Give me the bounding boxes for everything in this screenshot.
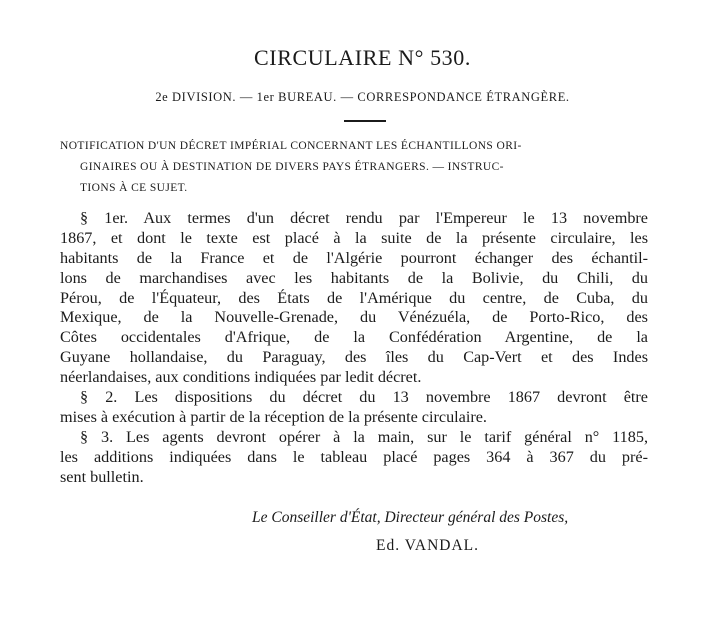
paragraph-2-line: mises à exécution à partir de la réception de la présente circulaire. bbox=[60, 407, 487, 426]
title-rule bbox=[344, 120, 386, 122]
notification-heading bbox=[60, 136, 660, 199]
paragraph-1-line: Côtes occidentales d'Afrique, de la Confédération Argentine, de la bbox=[60, 328, 648, 347]
paragraph-1-line: néerlandaises, aux conditions indiquées par ledit décret. bbox=[60, 368, 422, 387]
division-subtitle: 2e DIVISION. — 1er BUREAU. — CORRESPONDANCE ÉTRANGÈRE. bbox=[155, 90, 570, 104]
paragraph-3-line: les additions indiquées dans le tableau placé pages 364 à 367 du pré- bbox=[60, 447, 648, 466]
paragraph-1-line: Guyane hollandaise, du Paraguay, des îles du Cap-Vert et des Indes bbox=[60, 348, 648, 367]
signature-name: Ed. VANDAL. bbox=[376, 537, 480, 554]
paragraph-1-line: Mexique, de la Nouvelle-Grenade, du Vénézuéla, de Porto-Rico, des bbox=[60, 308, 648, 327]
paragraph-1-line: Pérou, de l'Équateur, des États de l'Amérique du centre, de Cuba, du bbox=[60, 288, 648, 307]
signature-block bbox=[0, 508, 725, 556]
paragraph-1-line: 1867, et dont le texte est placé à la suite de la présente circulaire, les bbox=[60, 228, 648, 247]
notice-line: GINAIRES OU À DESTINATION DE DIVERS PAYS ÉTRANGERS. — INSTRUC- bbox=[80, 161, 504, 173]
paragraph-3-line: § 3. Les agents devront opérer à la main, sur le tarif général n° 1185, bbox=[80, 427, 648, 446]
notice-line: NOTIFICATION D'UN DÉCRET IMPÉRIAL CONCERNANT LES ÉCHANTILLONS ORI- bbox=[60, 140, 522, 152]
signature-role: Le Conseiller d'État, Directeur général des Postes, bbox=[252, 509, 569, 526]
circular-body bbox=[60, 209, 648, 487]
circular-title: CIRCULAIRE N° 530. bbox=[254, 45, 471, 70]
paragraph-2-line: § 2. Les dispositions du décret du 13 novembre 1867 devront être bbox=[80, 388, 648, 407]
paragraph-1-line: habitants de la France et de l'Algérie pourront échanger des échantil- bbox=[60, 248, 648, 267]
paragraph-3-line: sent bulletin. bbox=[60, 467, 144, 486]
notice-line: TIONS À CE SUJET. bbox=[80, 182, 188, 194]
paragraph-1-line: § 1er. Aux termes d'un décret rendu par l'Empereur le 13 novembre bbox=[80, 209, 648, 227]
paragraph-1-line: lons de marchandises avec les habitants de la Bolivie, du Chili, du bbox=[60, 268, 648, 287]
